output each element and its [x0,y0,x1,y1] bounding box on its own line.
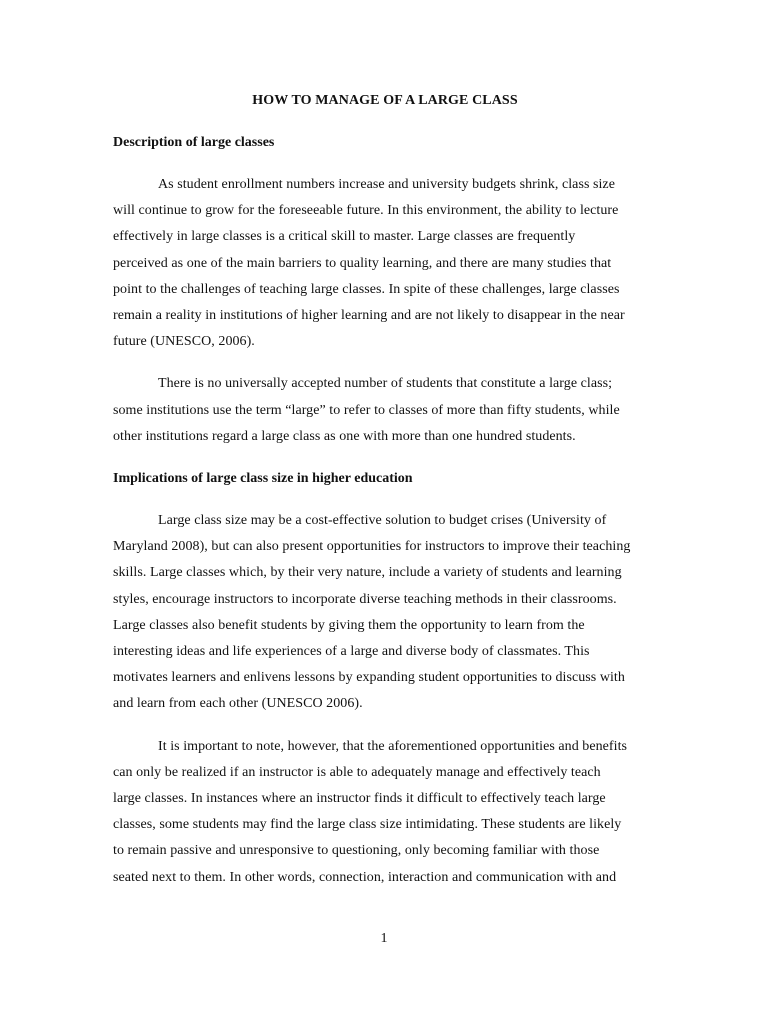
page-number: 1 [380,931,388,946]
paragraph-line: As student enrollment numbers increase and university budgets shrink, class size [158,177,615,192]
paragraph-line: It is important to note, however, that the aforementioned opportunities and benefits [158,738,628,754]
paragraph-line: Large class size may be a cost-effective solution to budget crises (University of [158,513,607,529]
paragraph-enrollment [113,172,657,355]
section-heading-description: Description of large classes [113,135,275,150]
paragraph-line: can only be realized if an instructor is able to adequately manage and effectively teach [113,764,601,780]
paragraph-line: Large classes also benefit students by giving them the opportunity to learn from the [113,617,585,633]
section-heading-implications: Implications of large class size in higher education [113,471,413,487]
paragraph-line: other institutions regard a large class as one with more than one hundred students. [113,428,576,444]
paragraph-important-note [113,734,657,891]
paragraph-line: future (UNESCO, 2006). [113,334,255,350]
paragraph-line: Maryland 2008), but can also present opportunities for instructors to improve their teaching [113,539,631,555]
paragraph-line: motivates learners and enlivens lessons by expanding student opportunities to discuss with [113,670,625,686]
paragraph-line: remain a reality in institutions of higher learning and are not likely to disappear in the near [113,308,625,324]
document-title: HOW TO MANAGE OF A LARGE CLASS [252,93,518,108]
paragraph-line: and learn from each other (UNESCO 2006). [113,696,363,712]
paragraph-line: perceived as one of the main barriers to quality learning, and there are many studies that [113,255,612,271]
paragraph-cost-effective [113,508,657,718]
paragraph-line: some institutions use the term “large” to refer to classes of more than fifty students, while [113,402,620,418]
paragraph-line: large classes. In instances where an instructor finds it difficult to effectively teach large [113,791,606,807]
paragraph-line: to remain passive and unresponsive to questioning, only becoming familiar with those [113,843,600,859]
paragraph-line: effectively in large classes is a critical skill to master. Large classes are frequently [113,229,576,245]
paragraph-line: skills. Large classes which, by their very nature, include a variety of students and learning [113,565,622,581]
paragraph-line: There is no universally accepted number of students that constitute a large class; [158,376,613,392]
paragraph-definition [113,371,657,450]
paragraph-line: interesting ideas and life experiences of a large and diverse body of classmates. This [113,644,590,660]
document-body [113,88,657,907]
paragraph-line: point to the challenges of teaching large classes. In spite of these challenges, large classes [113,281,620,297]
paragraph-line: will continue to grow for the foreseeable future. In this environment, the ability to lecture [113,203,619,219]
paragraph-line: classes, some students may find the large class size intimidating. These students are likely [113,817,622,833]
paragraph-line: styles, encourage instructors to incorporate diverse teaching methods in their classrooms. [113,591,617,607]
paragraph-line: seated next to them. In other words, connection, interaction and communication with and [113,869,617,885]
